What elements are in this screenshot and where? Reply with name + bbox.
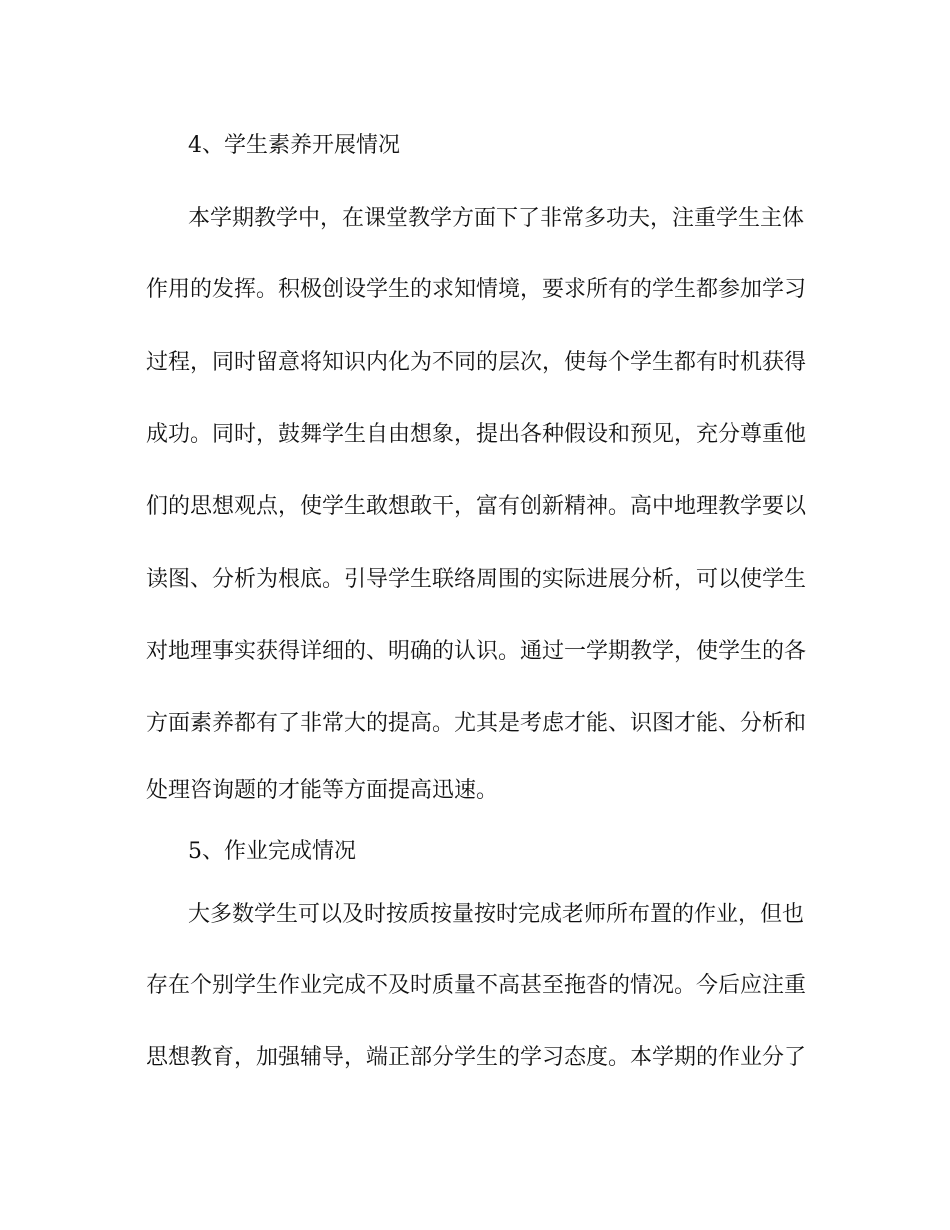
paragraph-line: 方面素养都有了非常大的提高。尤其是考虑才能、识图才能、分析和	[146, 711, 807, 736]
paragraph-line: 们的思想观点，使学生敢想敢干，富有创新精神。高中地理教学要以	[146, 494, 807, 519]
paragraph-line: 本学期教学中，在课堂教学方面下了非常多功夫，注重学生主体	[188, 206, 805, 231]
paragraph-line: 处理咨询题的才能等方面提高迅速。	[146, 778, 499, 803]
paragraph-line: 读图、分析为根底。引导学生联络周围的实际进展分析，可以使学生	[146, 567, 807, 592]
section-heading-5: 5、作业完成情况	[188, 839, 356, 864]
paragraph-line: 大多数学生可以及时按质按量按时完成老师所布置的作业，但也	[188, 902, 805, 927]
paragraph-line: 思想教育，加强辅导，端正部分学生的学习态度。本学期的作业分了	[146, 1045, 807, 1070]
paragraph-line: 过程，同时留意将知识内化为不同的层次，使每个学生都有时机获得	[146, 350, 807, 375]
paragraph-line: 成功。同时，鼓舞学生自由想象，提出各种假设和预见，充分尊重他	[146, 422, 807, 447]
section-heading-4: 4、学生素养开展情况	[188, 133, 400, 158]
paragraph-line: 存在个别学生作业完成不及时质量不高甚至拖沓的情况。今后应注重	[146, 973, 807, 998]
paragraph-line: 对地理事实获得详细的、明确的认识。通过一学期教学，使学生的各	[146, 639, 807, 664]
paragraph-line: 作用的发挥。积极创设学生的求知情境，要求所有的学生都参加学习	[146, 277, 807, 302]
